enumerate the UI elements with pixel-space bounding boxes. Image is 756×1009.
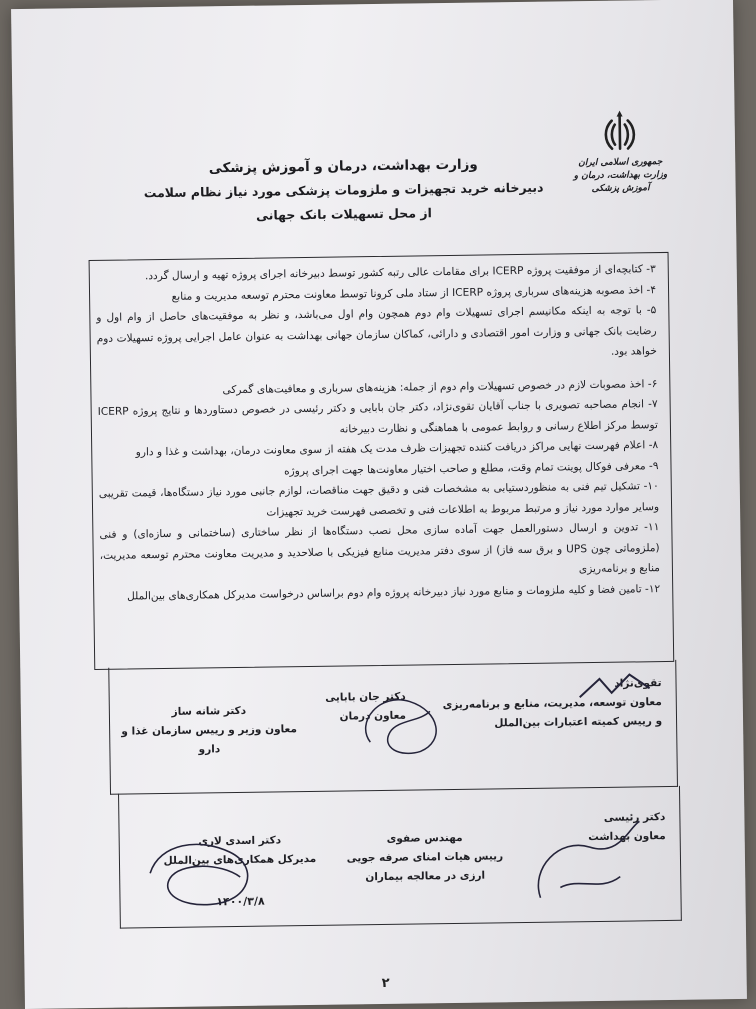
ministry-emblem xyxy=(565,108,676,197)
signature-row-1 xyxy=(108,660,678,795)
signer-name: دکتر اسدی لاری xyxy=(198,834,282,848)
item-11: ۱۱- تدوین و ارسال دستورالعمل جهت آماده سازی محل نصب دستگاه‌ها از نظر ساختاری (ساختمانی و سازه‌ای) و فنی (ملزوماتی چون UPS و برق سه فاز) از سوی دفتر مدیریت منابع فیزیکی با صلاحدید و مدیریت معاونت محترم توسعه مدیریت، منابع و برنامه‌ریزی xyxy=(99,521,661,576)
signer-name: دکتر جان بابایی xyxy=(325,690,406,704)
item-10: ۱۰- تشکیل تیم فنی به منظوردستیابی به مشخصات فنی و دقیق جهت مناقصات، لوازم جانبی مورد نیاز دستگاه‌ها، قیمت تقریبی وسایر موارد مورد نیاز و مرتبط مربوط به اطلاعات فنی و تخصصی فهرست خرید تجهیزات xyxy=(98,480,660,519)
signature-janbabaei xyxy=(306,688,407,727)
signature-row-2 xyxy=(118,786,682,929)
signer-title: معاون بهداشت xyxy=(588,830,666,844)
iran-emblem-icon xyxy=(598,108,643,155)
signer-title: رییس هیات امنای صرفه جویی xyxy=(346,850,504,865)
item-6: ۶- اخذ مصوبات لازم در خصوص تسهیلات وام دوم از جمله: هزینه‌های سرباری و معافیت‌های گمرکی xyxy=(222,377,658,396)
item-4: ۴- اخذ مصوبه هزینه‌های سرباری پروژه ICERP از ستاد ملی کرونا توسط معاونت محترم توسعه مدیریت و منابع xyxy=(171,283,657,303)
signer-name: تقوی‌نژاد xyxy=(614,677,662,690)
signer-name: مهندس صفوی xyxy=(386,831,463,845)
document-header xyxy=(133,152,554,230)
signer-title: مدیرکل همکاری‌های بین‌الملل xyxy=(163,852,317,868)
signer-title-2: و رییس کمیته اعتبارات بین‌الملل xyxy=(494,715,663,730)
item-7: ۷- انجام مصاحبه تصویری با جناب آقایان تقوی‌نژاد، دکتر جان بابایی و دکتر رئیسی در خصوص دستاوردها و نتایج پروژه ICERP توسط مرکز اطلاع رسانی و روابط عمومی با هماهنگی و نظارت دبیرخانه xyxy=(97,398,659,436)
item-9: ۹- معرفی فوکال پوینت تمام وقت، مطلع و صاحب اختیار معاونت‌ها جهت اجرای پروژه xyxy=(283,459,659,477)
signer-title: معاون وزیر و رییس سازمان غذا و دارو xyxy=(121,723,298,756)
header-ministry: وزارت بهداشت، درمان و آموزش پزشکی xyxy=(208,156,478,177)
decisions-box xyxy=(89,252,675,670)
signer-title: معاون درمان xyxy=(339,709,407,723)
signature-safavi xyxy=(340,828,511,887)
emblem-caption-1: جمهوری اسلامی ایران xyxy=(578,157,663,169)
emblem-caption-2: وزارت بهداشت، درمان و آموزش پزشکی xyxy=(573,169,668,194)
signature-taghavinejad xyxy=(411,674,662,734)
item-8: ۸- اعلام فهرست نهایی مراکز دریافت کننده تجهیزات ظرف مدت یک هفته از سوی معاونت درمان، بهداشت و غذا و دارو xyxy=(135,439,659,459)
signature-shanehsaz xyxy=(114,701,305,761)
item-12: ۱۲- تامین فضا و کلیه ملزومات و منابع مورد نیاز دبیرخانه پروژه وام دوم براساس درخواست مدیرکل همکاری‌های بین‌الملل xyxy=(126,582,661,603)
item-5: ۵- با توجه به اینکه مکانیسم اجرای تسهیلات وام دوم همچون وام اول می‌باشد، و نظر به موفقیت‌های حاصل از وام اول و رضایت بانک جهانی و وزارت امور اقتصادی و دارائی، کماکان سازمان جهانی بهداشت به عنوان عامل اجرایی پروژه تسهیلات دوم خواهد بود. xyxy=(96,304,657,358)
signature-asadilari xyxy=(150,831,331,913)
header-secretariat: دبیرخانه خرید تجهیزات و ملزومات پزشکی مورد نیاز نظام سلامت xyxy=(143,179,544,201)
page-number: ۲ xyxy=(381,975,390,992)
signer-title-2: ارزی در معالجه بیماران xyxy=(365,869,486,884)
signer-name: دکتر رئیسی xyxy=(603,811,666,824)
header-source: از محل تسهیلات بانک جهانی xyxy=(255,205,432,223)
signature-date: ۱۴۰۰/۳/۸ xyxy=(216,894,265,909)
signer-title: معاون توسعه، مدیریت، منابع و برنامه‌ریزی xyxy=(442,696,662,712)
document-page xyxy=(11,0,747,1009)
item-3: ۳- کتابچه‌ای از موفقیت پروژه ICERP برای مقامات عالی رتبه کشور توسط دبیرخانه اجرای پروژه تهیه و ارسال گردد. xyxy=(144,263,656,283)
signer-name: دکتر شانه ساز xyxy=(171,704,247,718)
decisions-list xyxy=(96,259,661,607)
signature-raeisi xyxy=(525,808,666,848)
